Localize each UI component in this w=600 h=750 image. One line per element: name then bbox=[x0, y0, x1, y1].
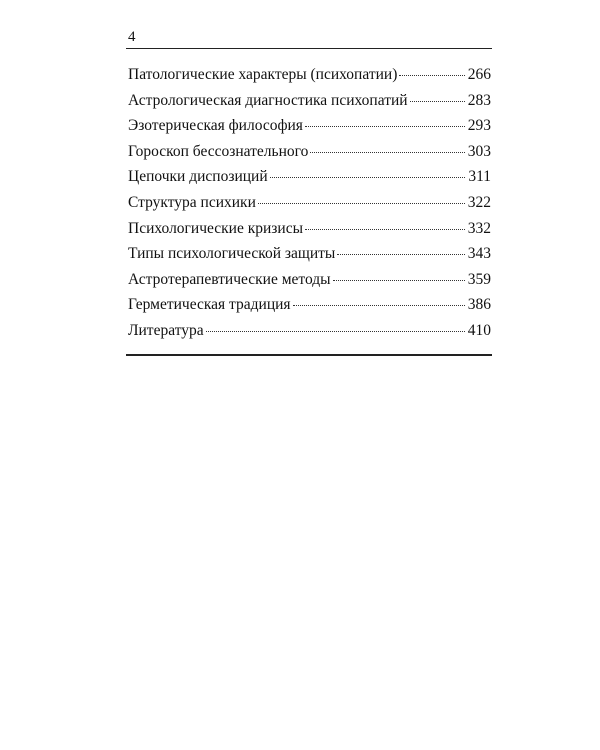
toc-entry bbox=[128, 88, 491, 114]
dot-leader bbox=[270, 177, 466, 178]
toc-entry-title: Типы психологической защиты bbox=[128, 245, 336, 263]
toc-entry-title: Цепочки диспозиций bbox=[128, 168, 268, 186]
dot-leader bbox=[333, 280, 465, 281]
toc-entry-title: Литература bbox=[128, 321, 204, 339]
toc-entry bbox=[128, 267, 491, 293]
dot-leader bbox=[305, 229, 465, 230]
toc-entry-page: 343 bbox=[467, 245, 491, 263]
dot-leader bbox=[206, 331, 465, 332]
toc-entry-page: 386 bbox=[467, 296, 491, 314]
footer-rule bbox=[126, 354, 492, 356]
dot-leader bbox=[293, 305, 465, 306]
toc-entry-page: 293 bbox=[467, 117, 491, 135]
toc-entry bbox=[128, 241, 491, 267]
table-of-contents bbox=[128, 62, 491, 344]
toc-entry-page: 311 bbox=[468, 168, 491, 186]
toc-entry bbox=[128, 113, 491, 139]
dot-leader bbox=[258, 203, 465, 204]
page-number: 4 bbox=[128, 29, 136, 45]
toc-entry-page: 303 bbox=[467, 142, 491, 160]
toc-entry-title: Эзотерическая философия bbox=[128, 117, 303, 135]
toc-entry-page: 359 bbox=[467, 270, 491, 288]
dot-leader bbox=[410, 101, 465, 102]
toc-entry-page: 410 bbox=[467, 321, 491, 339]
toc-entry bbox=[128, 164, 491, 190]
toc-entry-title: Астротерапевтические методы bbox=[128, 270, 331, 288]
toc-entry bbox=[128, 139, 491, 165]
dot-leader bbox=[337, 254, 464, 255]
toc-entry-title: Структура психики bbox=[128, 193, 256, 211]
toc-entry bbox=[128, 62, 491, 88]
toc-entry-page: 322 bbox=[467, 193, 491, 211]
toc-entry bbox=[128, 190, 491, 216]
toc-entry-page: 332 bbox=[467, 219, 491, 237]
dot-leader bbox=[305, 126, 465, 127]
toc-entry-title: Гороскоп бессознательного bbox=[128, 142, 309, 160]
toc-entry-page: 283 bbox=[467, 91, 491, 109]
header-rule bbox=[126, 48, 492, 49]
toc-entry-title: Герметическая традиция bbox=[128, 296, 291, 314]
toc-entry bbox=[128, 216, 491, 242]
toc-entry-page: 266 bbox=[467, 66, 491, 83]
toc-entry bbox=[128, 318, 491, 344]
dot-leader bbox=[399, 75, 464, 76]
dot-leader bbox=[310, 152, 464, 153]
toc-entry-title: Патологические характеры (психопатии) bbox=[128, 66, 398, 83]
toc-entry bbox=[128, 292, 491, 318]
toc-entry-title: Астрологическая диагностика психопатий bbox=[128, 91, 408, 109]
toc-entry-title: Психологические кризисы bbox=[128, 219, 304, 237]
